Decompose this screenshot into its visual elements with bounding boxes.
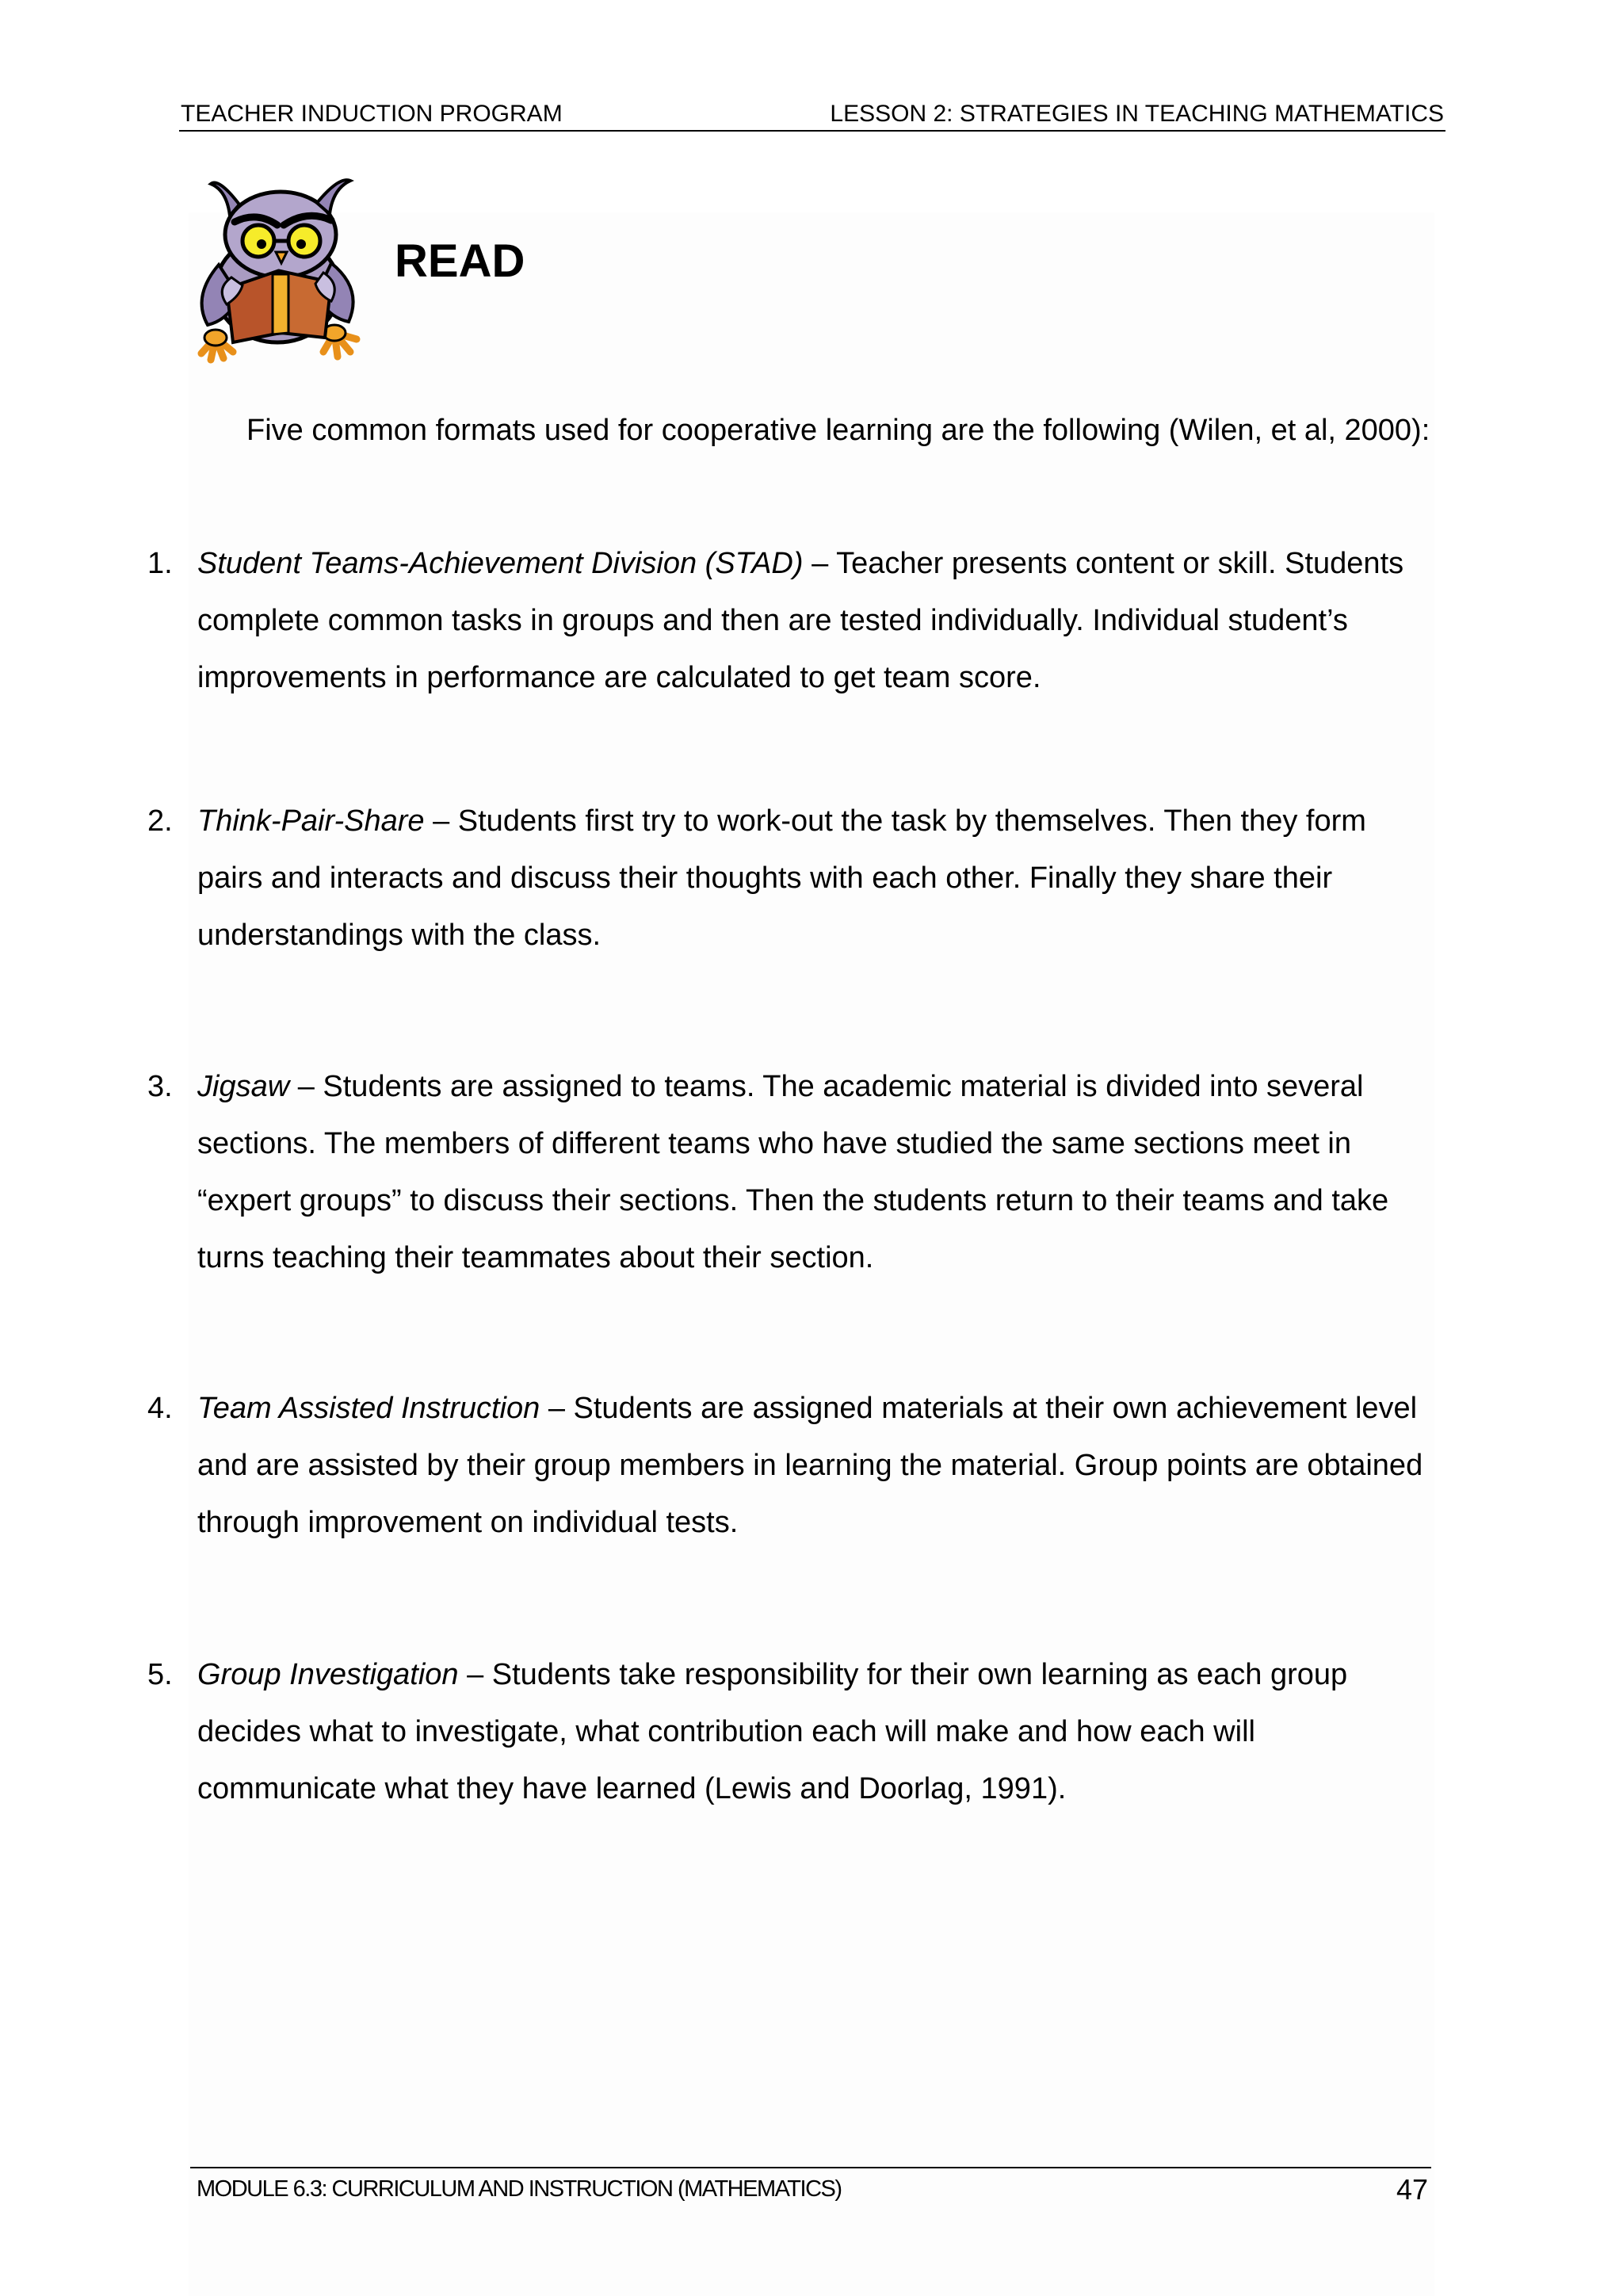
- list-item: [147, 535, 1439, 706]
- list-item: [147, 793, 1439, 964]
- page-header: [179, 100, 1445, 132]
- list-item-body: [197, 1646, 1439, 1817]
- list-item: [147, 1380, 1439, 1551]
- list-item-text: – Students take responsibility for their own learning as each group decides what to investigate, what contribution each will make and how each will communicate what they have learned (Lewis and Doorlag, 1991).: [197, 1658, 1348, 1805]
- footer-module-title: MODULE 6.3: CURRICULUM AND INSTRUCTION (MATHEMATICS): [197, 2176, 842, 2202]
- list-item: [147, 1058, 1439, 1286]
- list-item-term: Student Teams-Achievement Division (STAD): [197, 547, 804, 580]
- list-item: [147, 1646, 1439, 1817]
- list-item-number: 1.: [147, 547, 173, 580]
- header-program-title: TEACHER INDUCTION PROGRAM: [181, 101, 563, 127]
- list-item-term: Group Investigation: [197, 1658, 459, 1691]
- list-item-number: 4.: [147, 1392, 173, 1425]
- intro-paragraph: Five common formats used for cooperative learning are the following (Wilen, et al, 2000):: [246, 414, 1430, 447]
- list-item-text: – Students are assigned to teams. The academic material is divided into several sections. The members of different teams who have studied the same sections meet in “expert groups” to discuss their sections. Then the students return to their teams and take turns teaching their teammates about their section.: [197, 1070, 1389, 1274]
- list-item-term: Think-Pair-Share: [197, 804, 425, 838]
- list-item-body: [197, 1058, 1439, 1286]
- page-number: 47: [1396, 2173, 1428, 2206]
- list-item-term: Jigsaw: [197, 1070, 290, 1103]
- list-item-text: – Teacher presents content or skill. Students complete common tasks in groups and then are tested individually. Individual student’s improvements in performance are calculated to get team score.: [197, 547, 1404, 694]
- section-title: READ: [395, 235, 525, 287]
- list-item-text: – Students first try to work-out the task by themselves. Then they form pairs and interacts and discuss their thoughts with each other. Finally they share their understandings with the class.: [197, 804, 1366, 952]
- list-item-number: 5.: [147, 1658, 173, 1691]
- list-item-body: [197, 1380, 1439, 1551]
- list-item-number: 2.: [147, 804, 173, 838]
- list-item-body: [197, 535, 1439, 706]
- list-item-text: – Students are assigned materials at their own achievement level and are assisted by their group members in learning the material. Group points are obtained through improvement on individual tests.: [197, 1392, 1423, 1539]
- list-item-body: [197, 793, 1439, 964]
- reading-owl-icon: [184, 170, 384, 374]
- header-lesson-title: LESSON 2: STRATEGIES IN TEACHING MATHEMATICS: [830, 101, 1444, 127]
- page-footer: [190, 2167, 1431, 2208]
- list-item-number: 3.: [147, 1070, 173, 1103]
- list-item-term: Team Assisted Instruction: [197, 1392, 540, 1425]
